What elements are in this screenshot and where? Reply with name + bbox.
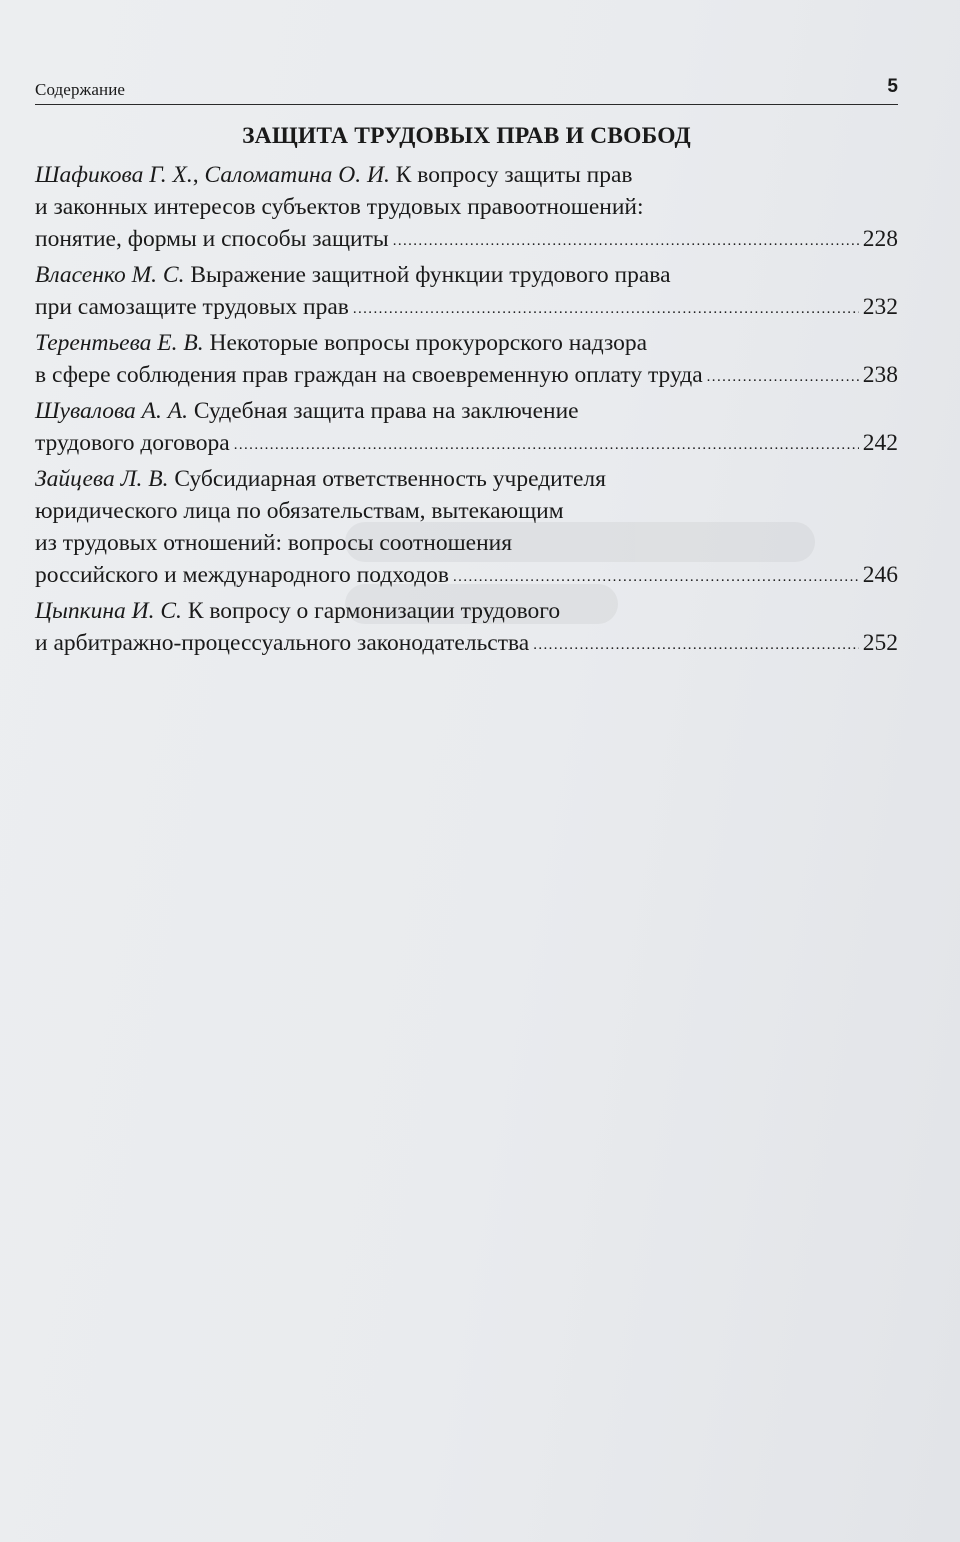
toc-entry-last-line <box>35 560 898 595</box>
toc-entry-title: К вопросу защиты прав <box>389 162 633 188</box>
table-of-contents <box>35 160 898 664</box>
dot-leader <box>353 291 859 326</box>
dot-leader <box>533 627 859 662</box>
toc-entry-title-end: и арбитражно-процессуального законодательства <box>35 629 530 656</box>
toc-entry <box>35 396 898 463</box>
toc-entry-author: Цыпкина И. С. <box>35 597 182 624</box>
toc-entry-page: 252 <box>862 629 898 656</box>
section-title: ЗАЩИТА ТРУДОВЫХ ПРАВ И СВОБОД <box>242 123 691 149</box>
toc-entry-title: Некоторые вопросы прокурорского надзора <box>203 329 648 356</box>
toc-author-separator: , <box>192 162 205 188</box>
toc-entry-title: Субсидиарная ответственность учредителя <box>168 466 606 493</box>
toc-entry-line <box>35 160 898 192</box>
dot-leader <box>234 427 859 462</box>
toc-entry-author: Саломатина О. И. <box>204 162 390 188</box>
toc-entry-title-line: юридического лица по обязательствам, вытекающим <box>35 497 564 524</box>
toc-entry-title-end: при самозащите трудовых прав <box>35 293 349 320</box>
toc-entry-author: Шувалова А. А. <box>35 398 189 425</box>
toc-entry-title-end: понятие, формы и способы защиты <box>35 225 389 252</box>
toc-entry-author: Терентьева Е. В. <box>35 329 204 356</box>
toc-entry <box>35 464 898 594</box>
toc-entry <box>35 596 898 663</box>
toc-entry-line <box>35 596 898 628</box>
running-header-title: Содержание <box>35 80 126 99</box>
toc-entry-title: К вопросу о гармонизации трудового <box>181 597 561 624</box>
toc-entry-author: Зайцева Л. В. <box>35 466 169 493</box>
toc-entry-page: 228 <box>862 225 898 252</box>
toc-entry-author: Власенко М. С. <box>35 261 185 288</box>
toc-entry-last-line <box>35 292 898 327</box>
dot-leader <box>453 559 859 594</box>
toc-entry-title: Выражение защитной функции трудового права <box>184 261 671 288</box>
toc-entry-page: 232 <box>862 293 898 320</box>
dot-leader <box>707 359 859 394</box>
toc-entry-line <box>35 260 898 292</box>
toc-entry-title: Судебная защита права на заключение <box>188 398 579 425</box>
toc-entry-line <box>35 328 898 360</box>
toc-entry-page: 242 <box>862 429 898 456</box>
toc-entry-last-line <box>35 428 898 463</box>
toc-entry <box>35 328 898 395</box>
toc-entry-title-end: в сфере соблюдения прав граждан на своевременную оплату труда <box>35 361 703 388</box>
running-header <box>35 76 898 105</box>
toc-entry-page: 246 <box>862 561 898 588</box>
toc-entry-last-line <box>35 628 898 663</box>
toc-entry-title-line: из трудовых отношений: вопросы соотношения <box>35 529 513 556</box>
toc-entry <box>35 160 898 258</box>
toc-entry-author: Шафикова Г. Х. <box>35 162 193 188</box>
toc-entry <box>35 260 898 327</box>
toc-entry-title-end: трудового договора <box>35 429 230 456</box>
page-number: 5 <box>887 76 898 97</box>
toc-entry-page: 238 <box>862 361 898 388</box>
toc-entry-last-line <box>35 224 898 259</box>
toc-entry-line <box>35 396 898 428</box>
dot-leader <box>393 223 859 258</box>
toc-entry-title-line: и законных интересов субъектов трудовых правоотношений: <box>35 193 644 220</box>
toc-entry-title-end: российского и международного подходов <box>35 561 450 588</box>
toc-entry-line <box>35 464 898 496</box>
toc-entry-last-line <box>35 360 898 395</box>
